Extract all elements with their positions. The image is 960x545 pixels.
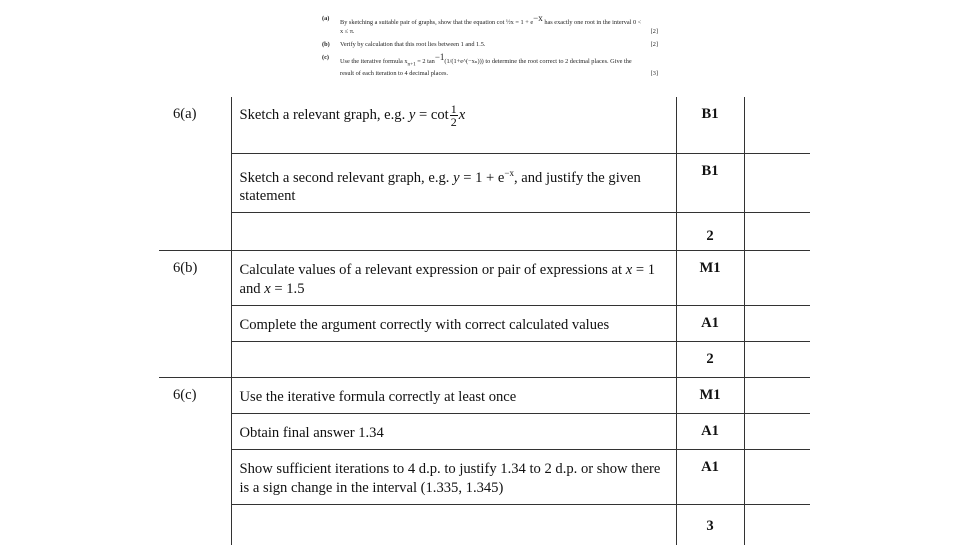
answer-cell <box>231 97 676 153</box>
guidance-cell <box>744 153 810 213</box>
subscript: n+1 <box>407 61 416 68</box>
answer-cell: Obtain final answer 1.34 <box>231 414 676 450</box>
mark-cell: B1 <box>676 97 744 153</box>
answer-cell: Complete the argument correctly with correct calculated values <box>231 306 676 342</box>
answer-cell: Use the iterative formula correctly at least once <box>231 378 676 414</box>
question-part-a <box>322 14 662 36</box>
mark-cell: M1 <box>676 378 744 414</box>
numerator: 1 <box>450 102 457 116</box>
guidance-cell <box>744 378 810 414</box>
answer-text: = 1 and <box>239 262 656 298</box>
answer-cell <box>231 342 676 378</box>
table-row <box>159 378 810 414</box>
part-text: By sketching a suitable pair of graphs, show that the equation cot ½x = 1 + e <box>340 19 534 27</box>
table-row <box>159 251 810 306</box>
table-row <box>159 414 810 450</box>
table-row <box>159 213 810 251</box>
guidance-cell <box>744 97 810 153</box>
guidance-cell <box>744 414 810 450</box>
table-row <box>159 153 810 213</box>
part-marks: [2] <box>650 41 658 49</box>
variable: x <box>625 262 633 279</box>
part-text: (1/(1+e^(−xₙ))) to determine the root correct to 2 decimal places. Give the result of each iteration to 4 decimal places. <box>340 58 632 78</box>
total-cell: 2 <box>676 342 744 378</box>
guidance-cell <box>744 450 810 505</box>
table-row <box>159 450 810 505</box>
part-text: has exactly one root in the interval 0 < x ≤ π. <box>340 19 642 36</box>
part-text: Verify by calculation that this root lies between 1 and 1.5. <box>340 41 486 49</box>
answer-text: Sketch a second relevant graph, e.g. <box>239 169 454 186</box>
question-number <box>159 450 231 505</box>
question-part-b <box>322 40 662 49</box>
exponent: −1 <box>434 52 445 63</box>
fraction <box>450 103 458 128</box>
part-marks: [3] <box>650 70 658 78</box>
table-row <box>159 342 810 378</box>
answer-text: Calculate values of a relevant expression or pair of expressions at <box>239 262 626 279</box>
guidance-cell <box>744 213 810 251</box>
question-number: 6(a) <box>173 106 197 122</box>
part-label: (c) <box>322 54 329 62</box>
question-number: 6(c) <box>159 378 231 414</box>
mark-scheme-table <box>159 97 810 545</box>
total-cell: 2 <box>676 213 744 251</box>
guidance-cell <box>744 342 810 378</box>
denominator: 2 <box>450 115 457 129</box>
exponent: −x <box>533 13 543 23</box>
guidance-cell <box>744 306 810 342</box>
question-number <box>159 153 231 213</box>
question-number <box>159 342 231 378</box>
answer-text: = cot <box>415 106 449 123</box>
total-cell: 3 <box>676 505 744 545</box>
exponent: −x <box>504 167 514 178</box>
table-row <box>159 306 810 342</box>
table-row <box>159 97 810 153</box>
answer-cell: Show sufficient iterations to 4 d.p. to justify 1.34 to 2 d.p. or show there is a sign change in the interval (1.335, 1.345) <box>231 450 676 505</box>
part-label: (a) <box>322 15 330 22</box>
question-number <box>159 306 231 342</box>
question-number <box>159 213 231 251</box>
table-row <box>159 505 810 545</box>
variable: y <box>453 169 460 186</box>
answer-text: , and justify the given statement <box>239 169 641 205</box>
part-label: (b) <box>322 41 330 49</box>
question-number <box>159 414 231 450</box>
question-number: 6(b) <box>159 251 231 306</box>
guidance-cell <box>744 251 810 306</box>
part-text: Use the iterative formula x <box>340 58 408 66</box>
part-marks: [2] <box>650 28 658 36</box>
question-part-c <box>322 53 662 78</box>
mark-cell: A1 <box>676 306 744 342</box>
question-number <box>159 505 231 545</box>
mark-cell: M1 <box>676 251 744 306</box>
answer-cell <box>231 505 676 545</box>
answer-cell <box>231 251 676 306</box>
answer-text: = 1.5 <box>270 281 305 298</box>
answer-text: = 1 + e <box>459 169 505 186</box>
mark-cell: A1 <box>676 450 744 505</box>
mark-cell: A1 <box>676 414 744 450</box>
answer-cell <box>231 213 676 251</box>
guidance-cell <box>744 505 810 545</box>
variable: x <box>264 281 271 298</box>
mark-cell: B1 <box>676 153 744 213</box>
answer-text: Sketch a relevant graph, e.g. <box>239 106 409 123</box>
variable: x <box>458 106 466 123</box>
part-text: = 2 tan <box>415 58 435 66</box>
question-text <box>322 14 662 82</box>
variable: y <box>408 106 416 123</box>
answer-cell <box>231 153 676 213</box>
